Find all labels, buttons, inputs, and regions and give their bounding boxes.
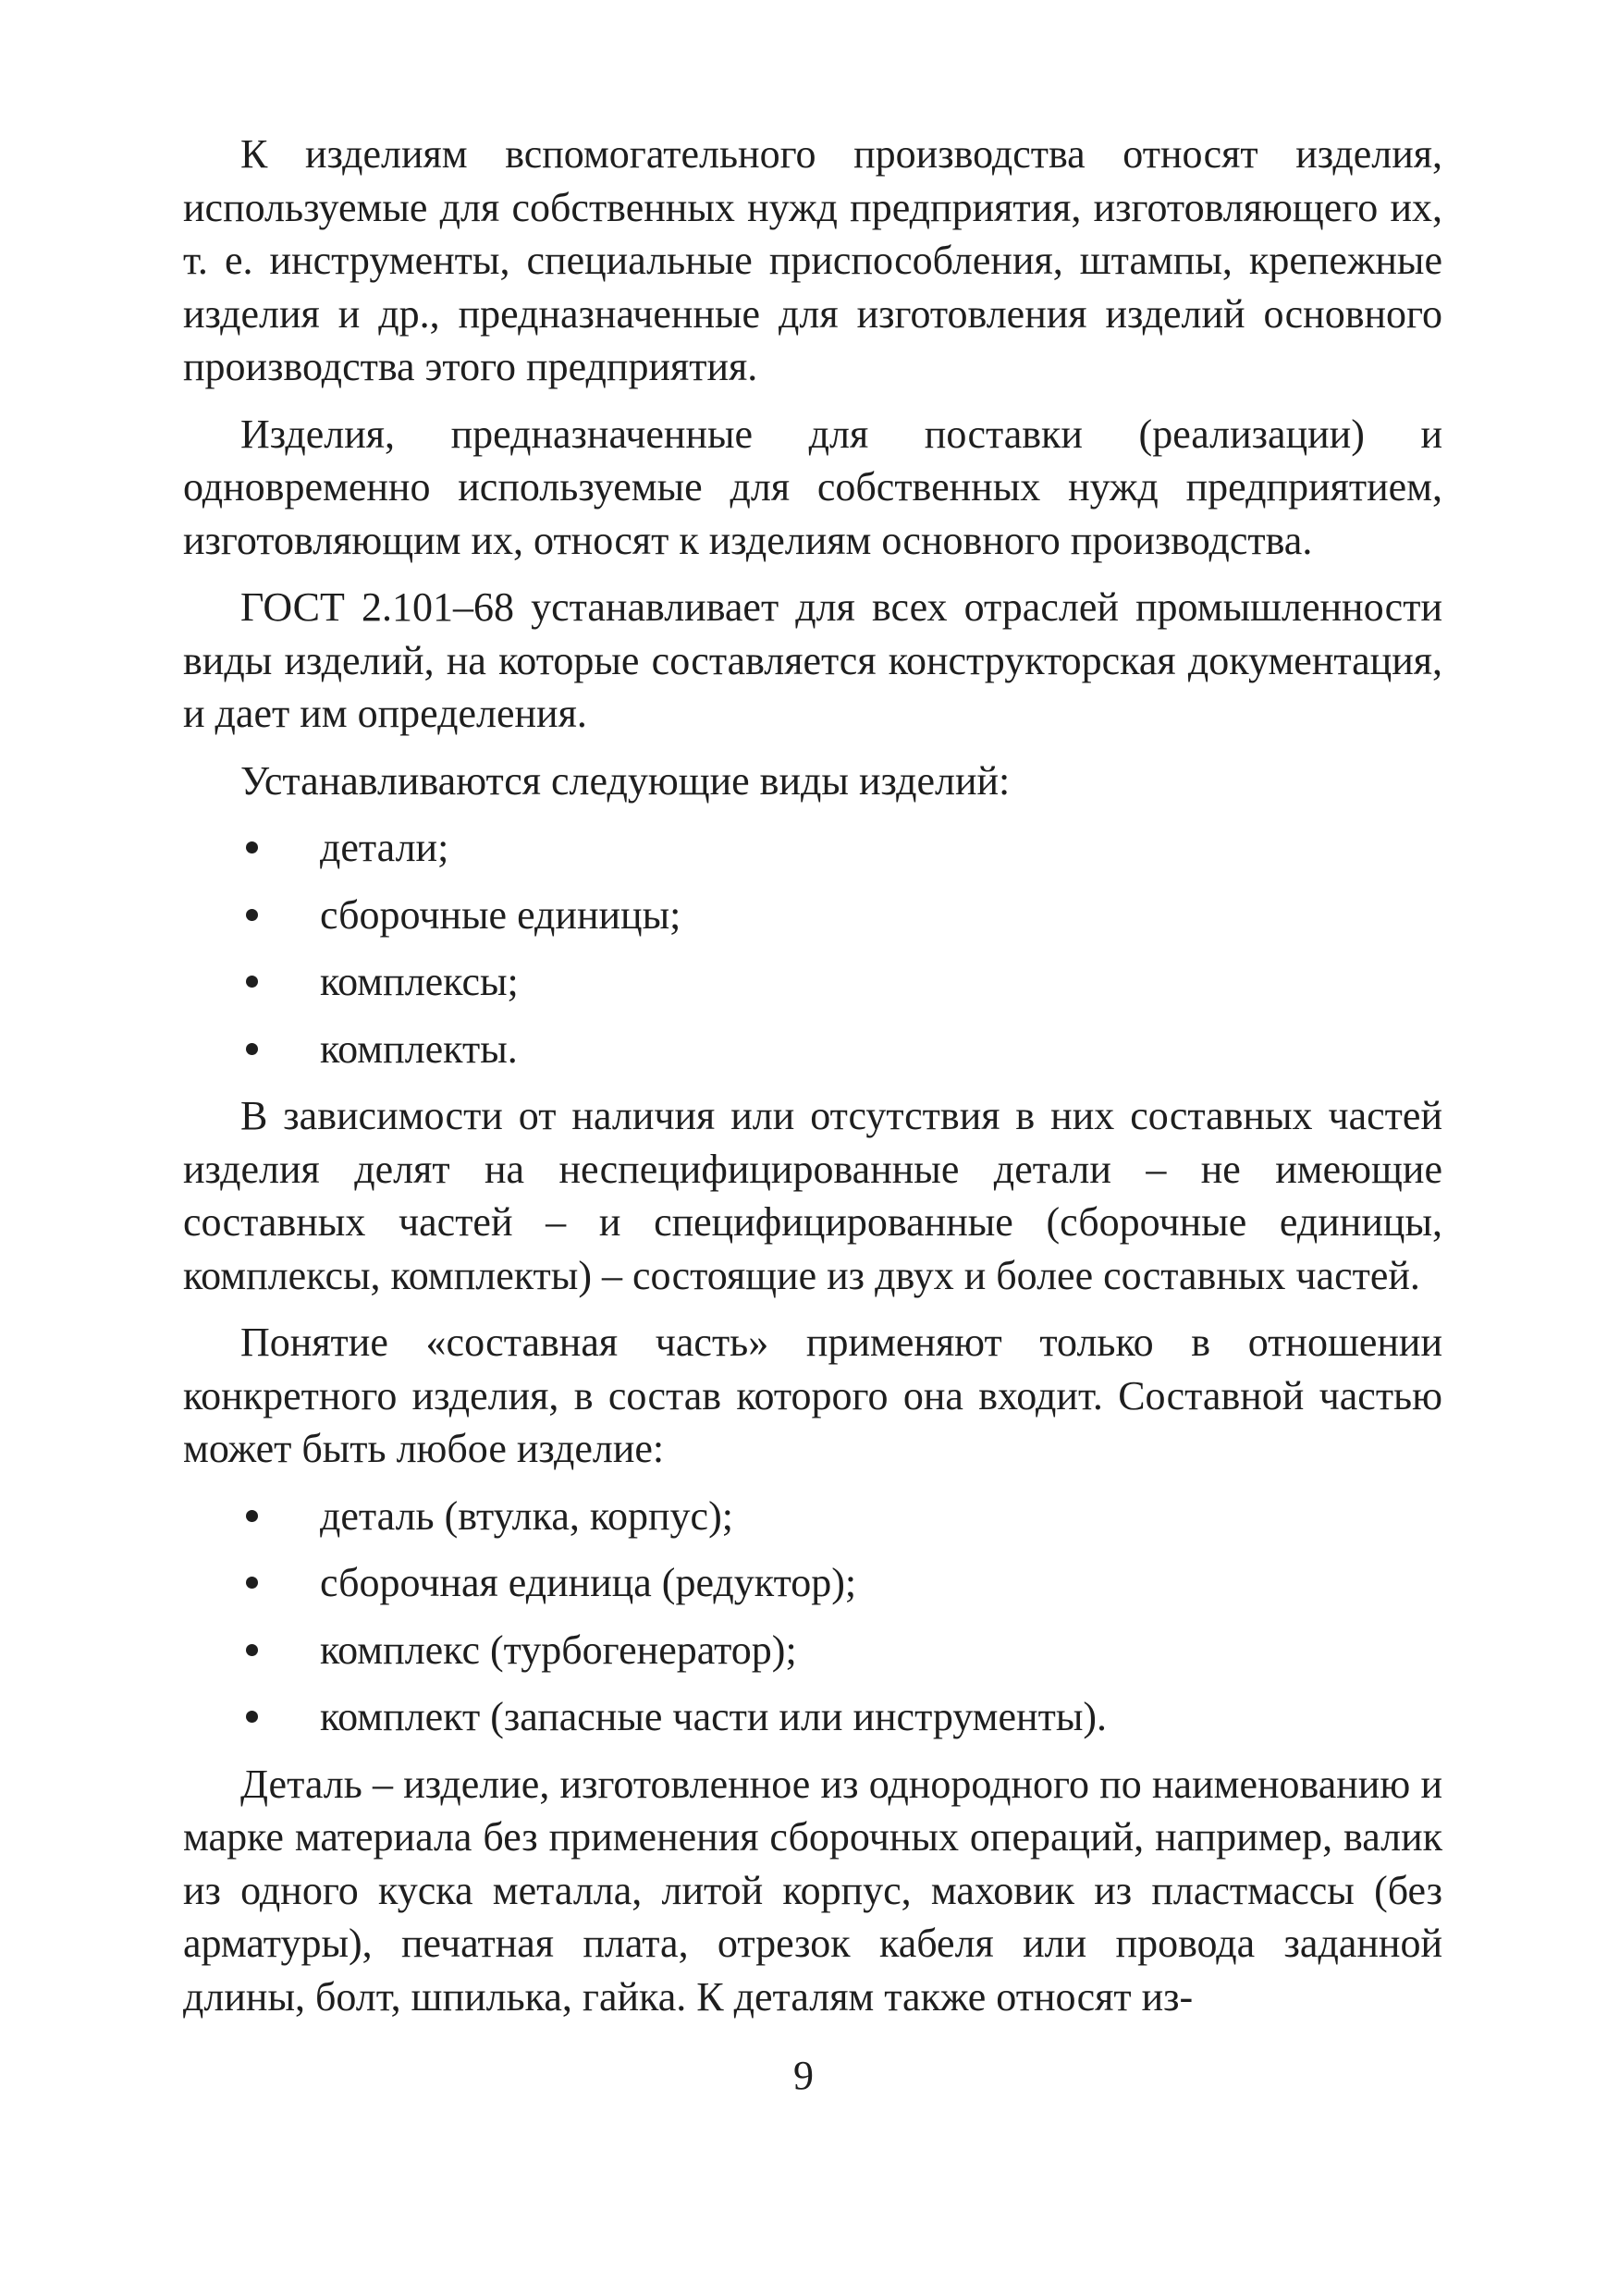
- list-item-text: комплекс (турбогенератор);: [320, 1627, 797, 1673]
- list-item: [183, 1490, 1442, 1543]
- list-item: [183, 889, 1442, 942]
- paragraph: Изделия, предназначенные для поставки (реализации) и одновременно используемые для собственных нужд предприятием, изготовляющим их, относят к изделиям основного производства.: [183, 411, 1442, 563]
- list-item: [183, 1556, 1442, 1610]
- bullet-list-examples: [183, 1490, 1442, 1744]
- list-item-text: комплексы;: [320, 959, 519, 1004]
- bullet-icon: [246, 1644, 258, 1656]
- list-item-text: деталь (втулка, корпус);: [320, 1492, 733, 1539]
- bullet-icon: [246, 1711, 258, 1723]
- list-item-text: комплекты.: [320, 1025, 518, 1072]
- bullet-icon: [246, 1510, 258, 1522]
- bullet-icon: [246, 1043, 258, 1055]
- bullet-list-product-kinds: [183, 821, 1442, 1075]
- paragraph: К изделиям вспомогательного производства относят изделия, используемые для собственных нужд предприятия, изготовляющего их, т. е. инструменты, специальные приспособления, штампы, крепежные изделия и др., предназначенные для изготовления изделий основного производства этого предприятия.: [183, 131, 1442, 389]
- list-item-text: детали;: [320, 825, 449, 870]
- list-item: [183, 1690, 1442, 1744]
- paragraph: Деталь – изделие, изготовленное из однородного по наименованию и марке материала без применения сборочных операций, например, валик из одного куска металла, литой корпус, маховик из пластмассы (без арматуры), печатная плата, отрезок кабеля или провода заданной длины, болт, шпилька, гайка. К деталям также относят из-: [183, 1761, 1442, 2020]
- page-body: [183, 128, 1442, 2037]
- list-item: [183, 821, 1442, 875]
- list-item: [183, 1624, 1442, 1677]
- paragraph: Устанавливаются следующие виды изделий:: [240, 757, 1011, 804]
- paragraph: ГОСТ 2.101–68 устанавливает для всех отраслей промышленности виды изделий, на которые составляется конструкторская документация, и дает им определения.: [183, 584, 1442, 736]
- list-item-text: комплект (запасные части или инструменты).: [320, 1694, 1108, 1739]
- paragraph: Понятие «составная часть» применяют только в отношении конкретного изделия, в состав которого она входит. Составной частью может быть любое изделие:: [183, 1320, 1442, 1471]
- bullet-icon: [246, 841, 258, 853]
- bullet-icon: [246, 976, 258, 988]
- list-item-text: сборочные единицы;: [320, 891, 681, 938]
- bullet-icon: [246, 909, 258, 921]
- page-number: 9: [793, 2053, 814, 2098]
- list-item-text: сборочная единица (редуктор);: [320, 1560, 857, 1605]
- list-item: [183, 1023, 1442, 1076]
- bullet-icon: [246, 1577, 258, 1589]
- paragraph: В зависимости от наличия или отсутствия в них составных частей изделия делят на неспецифицированные детали – не имеющие составных частей – и специфицированные (сборочные единицы, комплексы, комплекты) – состоящие из двух и более составных частей.: [183, 1093, 1442, 1298]
- list-item: [183, 955, 1442, 1009]
